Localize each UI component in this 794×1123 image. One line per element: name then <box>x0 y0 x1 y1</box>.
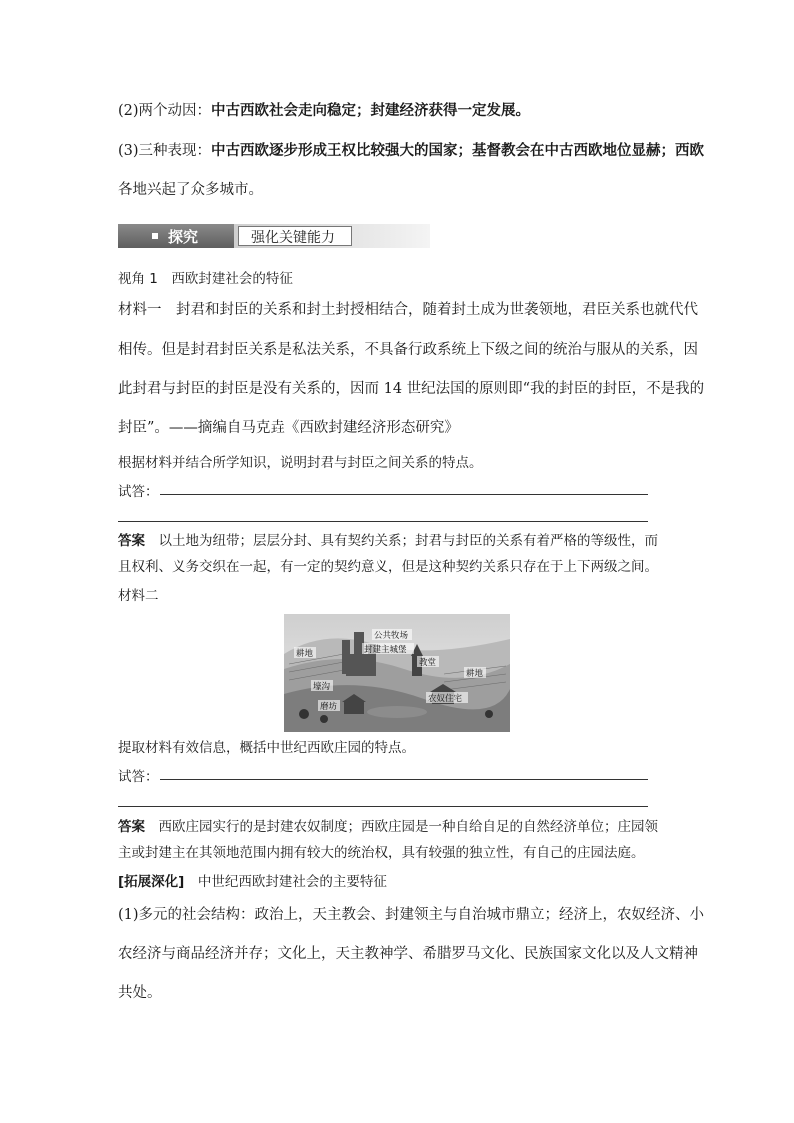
material2-label: 材料二 <box>118 588 159 604</box>
answer1-line1: 答案 以土地为纽带；层层分封、具有契约关系；封君与封臣的关系有着严格的等级性，而 <box>118 533 658 549</box>
view-heading: 视角 1 西欧封建社会的特征 <box>118 271 293 287</box>
material1-line3: 此封君与封臣的封臣是没有关系的，因而 14 世纪法国的原则即“我的封臣的封臣，不是我的 <box>118 381 705 397</box>
label-farmland-right: 耕地 <box>466 669 484 679</box>
answer-blank-line[interactable] <box>118 806 648 807</box>
label-mill: 磨坊 <box>320 702 338 712</box>
motive-paragraph: (2)两个动因：中古西欧社会走向稳定；封建经济获得一定发展。 <box>118 102 531 119</box>
try-label-2: 试答： <box>118 769 159 785</box>
label-moat: 壕沟 <box>313 682 331 692</box>
material1-line1: 材料一 封君和封臣的关系和封土封授相结合，随着封土成为世袭领地，君臣关系也就代代 <box>118 302 698 318</box>
banner-title: 探究 <box>168 228 199 246</box>
answer-blank-line[interactable] <box>118 521 648 522</box>
answer1-line2: 且权利、义务交织在一起，有一定的契约意义，但是这种契约关系只存在于上下两级之间。 <box>118 559 658 575</box>
material1-line4: 封臣”。——摘编自马克垚《西欧封建经济形态研究》 <box>118 420 459 436</box>
point1-line3: 共处。 <box>118 985 162 1001</box>
question2: 提取材料有效信息，概括中世纪西欧庄园的特点。 <box>118 740 415 756</box>
label-serf-houses: 农奴住宅 <box>428 694 463 704</box>
label-farmland-left: 耕地 <box>296 649 314 659</box>
question1: 根据材料并结合所学知识，说明封君与封臣之间关系的特点。 <box>118 455 483 471</box>
answer-blank-line[interactable] <box>160 779 648 780</box>
label-castle: 封建主城堡 <box>364 645 407 655</box>
material1-line2: 相传。但是封君封臣关系是私法关系，不具备行政系统上下级之间的统治与服从的关系，因 <box>118 342 698 358</box>
manifestation-paragraph-cont: 各地兴起了众多城市。 <box>118 182 263 198</box>
try-label-1: 试答： <box>118 484 159 500</box>
point1-line1: (1)多元的社会结构：政治上，天主教会、封建领主与自治城市鼎立；经济上，农奴经济、小 <box>118 907 705 923</box>
answer2-line1: 答案 西欧庄园实行的是封建农奴制度；西欧庄园是一种自给自足的自然经济单位；庄园领 <box>118 819 658 835</box>
bullet-square-icon <box>152 233 158 239</box>
label-pasture: 公共牧场 <box>374 631 409 641</box>
label-church: 教堂 <box>419 658 437 668</box>
answer-blank-line[interactable] <box>160 494 648 495</box>
manifestation-paragraph: (3)三种表现：中古西欧逐步形成王权比较强大的国家；基督教会在中古西欧地位显赫；西欧 <box>118 142 705 159</box>
answer2-line2: 主或封建主在其领地范围内拥有较大的统治权，具有较强的独立性，有自己的庄园法庭。 <box>118 845 645 861</box>
manor-illustration <box>284 614 510 732</box>
banner-subtitle: 强化关键能力 <box>251 230 335 246</box>
extension-heading: [拓展深化] 中世纪西欧封建社会的主要特征 <box>118 874 387 890</box>
point1-line2: 农经济与商品经济并存；文化上，天主教神学、希腊罗马文化、民族国家文化以及人文精神 <box>118 946 698 962</box>
section-banner <box>118 224 430 248</box>
